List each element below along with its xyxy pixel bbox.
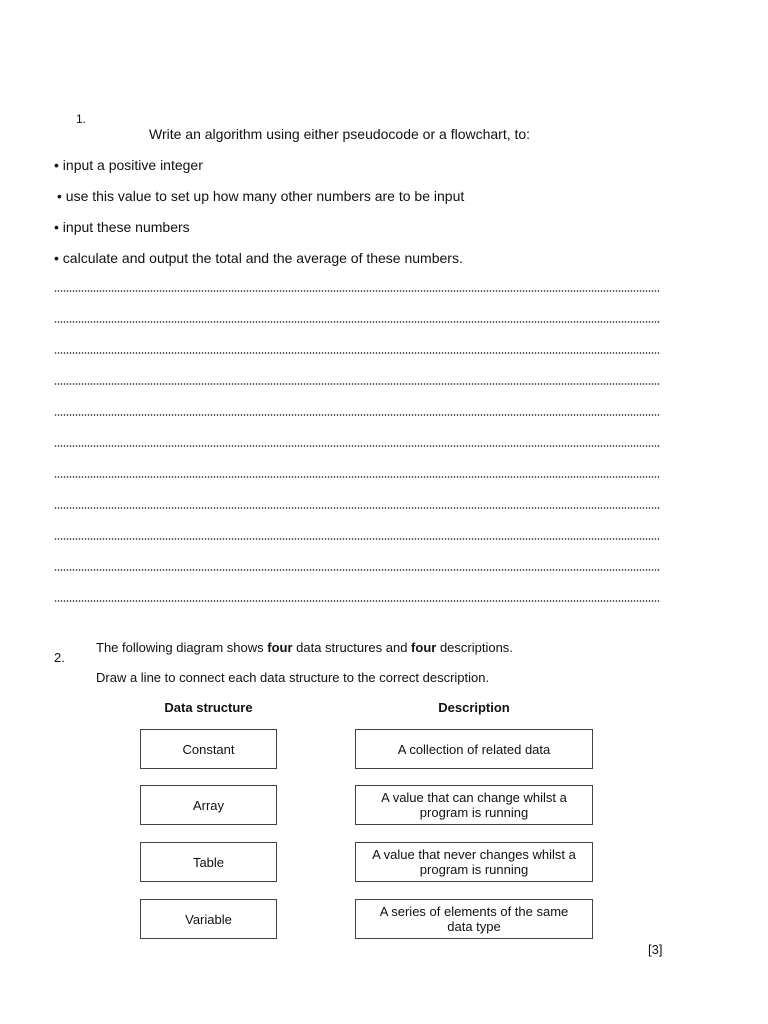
question-1-bullet-3: • input these numbers <box>54 219 190 235</box>
question-1-bullet-2: • use this value to set up how many other numbers are to be input <box>57 188 465 204</box>
answer-line <box>54 445 660 447</box>
question-2-number: 2. <box>54 650 65 665</box>
description-box-3[interactable]: A value that never changes whilst a program is running <box>355 842 593 882</box>
answer-line <box>54 290 660 292</box>
data-structure-box-constant[interactable]: Constant <box>140 729 277 769</box>
question-2-marks: [3] <box>648 942 663 957</box>
question-2-instruction: Draw a line to connect each data structure to the correct description. <box>96 670 490 685</box>
data-structure-box-variable[interactable]: Variable <box>140 899 277 939</box>
answer-line <box>54 600 660 602</box>
description-box-4[interactable]: A series of elements of the same data type <box>355 899 593 939</box>
description-box-1[interactable]: A collection of related data <box>355 729 593 769</box>
question-1-bullet-4: • calculate and output the total and the average of these numbers. <box>54 250 463 266</box>
answer-line <box>54 507 660 509</box>
question-2-intro: The following diagram shows four data structures and four descriptions. <box>96 640 513 655</box>
data-structure-header: Data structure <box>164 700 253 715</box>
answer-line <box>54 352 660 354</box>
description-header: Description <box>438 700 510 715</box>
answer-line <box>54 569 660 571</box>
answer-line <box>54 476 660 478</box>
answer-line <box>54 321 660 323</box>
question-1-bullet-1: • input a positive integer <box>54 157 203 173</box>
answer-line <box>54 538 660 540</box>
question-1-prompt: Write an algorithm using either pseudocode or a flowchart, to: <box>149 126 531 142</box>
answer-line <box>54 383 660 385</box>
data-structure-box-array[interactable]: Array <box>140 785 277 825</box>
data-structure-box-table[interactable]: Table <box>140 842 277 882</box>
description-box-2[interactable]: A value that can change whilst a program is running <box>355 785 593 825</box>
question-1-number: 1. <box>76 112 87 126</box>
answer-line <box>54 414 660 416</box>
